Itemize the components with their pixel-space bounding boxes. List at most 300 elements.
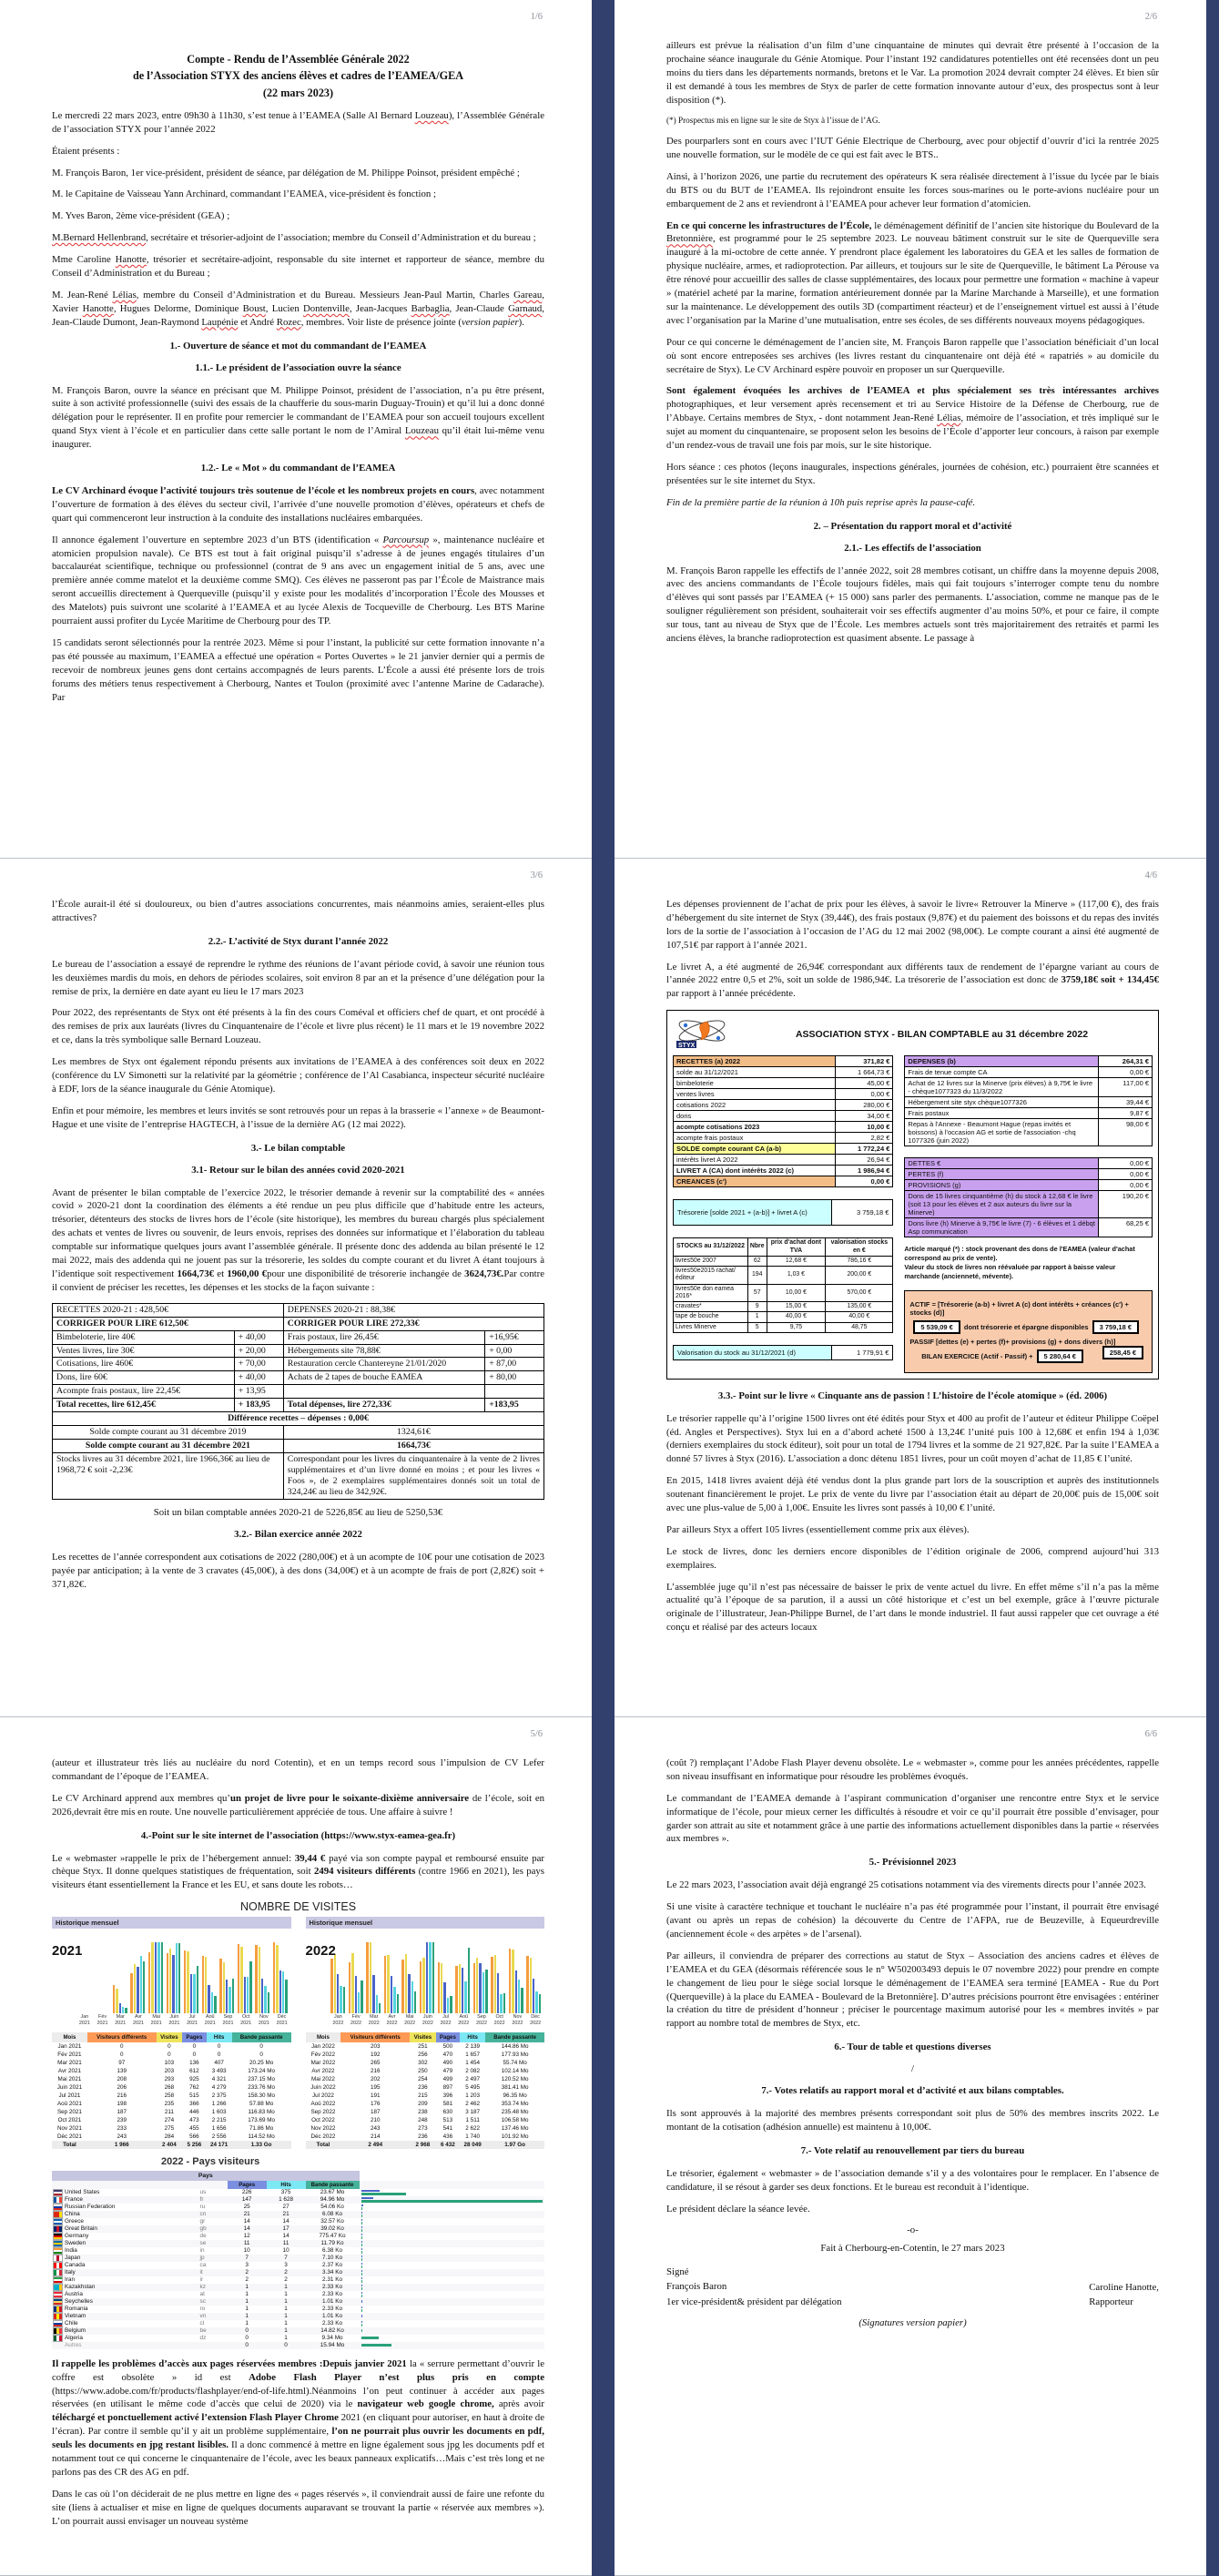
text-run: Lélias (112, 289, 137, 300)
text-run: , Jean-Jacques (349, 302, 411, 314)
bar (169, 1949, 171, 2013)
hits-count: 7 (284, 2255, 288, 2262)
hits-count: 14 (282, 2233, 290, 2240)
table-cell: Hébergements site 78,88€ (283, 1344, 484, 1358)
table-cell: 57.88 Mo (249, 2100, 274, 2107)
table-cell: Différence recettes – dépenses : 0,00€ (53, 1412, 544, 1426)
text-run: Louzeau (414, 109, 449, 121)
table-cell: 407 (214, 2059, 224, 2066)
country-flag-icon (54, 2255, 62, 2261)
spacer-cell (198, 2181, 228, 2189)
month: Déc (531, 2014, 540, 2021)
bar (515, 1970, 517, 2013)
bar (384, 1956, 386, 2014)
month-label (454, 2014, 472, 2027)
table-cell: 5 256 (187, 2141, 202, 2148)
bar (379, 2003, 381, 2013)
table-cell: 897 (442, 2083, 453, 2091)
bandwidth-bar (361, 2207, 362, 2210)
country-name (52, 2276, 198, 2284)
country-flag-icon (54, 2204, 62, 2210)
text-run: et (214, 1268, 228, 1279)
bar (276, 1945, 278, 2014)
signature-line: Rapporteur (1089, 2296, 1133, 2308)
country-label: Italy (65, 2269, 76, 2276)
table-cell: 203 (164, 2067, 175, 2074)
bandwidth: 94.96 Mo (320, 2196, 345, 2204)
table-row (53, 1453, 544, 1500)
bilan-row (904, 1217, 1153, 1237)
bar-group (271, 1942, 290, 2013)
table-cell: 2 494 (368, 2141, 383, 2148)
table-row (52, 2233, 544, 2240)
table-cell: 630 (442, 2108, 453, 2115)
bilan-label: bimbeloterie (676, 1079, 714, 1088)
page-5 (0, 1717, 592, 2576)
country-name (52, 2225, 198, 2233)
country-name (52, 2204, 198, 2211)
country-code: fr (199, 2196, 204, 2204)
table-cell: + 40,00 (234, 1371, 283, 1385)
visits-table (306, 2032, 545, 2149)
bar (420, 1961, 422, 2013)
text-run: , mémoire de l’association, et très impliqué sur le sujet au moment du cinquantenaire, se proposent selon les besoins de l’École d’apporter leur concours, à raison par exemple d’un rendez-vous de travail une fois par mois, sur le site historique. (666, 412, 1159, 451)
pages-bar (361, 2248, 362, 2251)
bandwidth: 39.02 Ko (320, 2225, 344, 2233)
paragraph: Dans le cas où l’on déciderait de ne plus mettre en ligne des « pages réservés », il conviendrait aussi de faire une refonte du site (liens à actualiser et mise en ligne de quelques documents auparavant se trouvant la partie « réservée aux membres »). L’on pourrait aussi envisager un nouveau système (52, 2488, 544, 2527)
month: Déc (277, 2014, 287, 2021)
country-label: United States (65, 2189, 100, 2196)
table-cell: Total (316, 2141, 330, 2148)
table-cell: 473 (189, 2116, 199, 2123)
bandwidth-bar (361, 2280, 362, 2283)
bar-group (401, 1954, 419, 2014)
country-code: gr (199, 2218, 206, 2225)
bar (178, 1943, 180, 2013)
text-run: Dontenville (302, 302, 350, 314)
text-run: le déménagement définitif de l’ancien site historique du Boulevard de la (871, 219, 1159, 231)
text-run: Laupénie (201, 316, 239, 328)
bandwidth-bar (361, 2229, 362, 2232)
year: 2022 (458, 2020, 470, 2026)
pages-count: 0 (245, 2335, 249, 2342)
bilan-label: Dons de 15 livres cinquantième (h) du stock à 12,68 € le livre (soit 13 pour les élèves et 2 aux auteurs du livre sur la Minerve) (908, 1192, 1093, 1217)
table-cell: Sep 2021 (56, 2108, 82, 2115)
country-code: cn (199, 2211, 207, 2218)
table-cell: 0 (168, 2051, 171, 2058)
table-cell: 101.92 Mo (501, 2133, 529, 2140)
country-code: be (199, 2327, 207, 2335)
table-cell: 396 (442, 2092, 453, 2099)
country-code: se (199, 2240, 207, 2247)
pages-count: 2 (245, 2269, 249, 2276)
table-cell: 436 (442, 2133, 453, 2140)
month-label (526, 2014, 544, 2027)
bar (494, 1955, 496, 2013)
text-run: Hanotte (115, 254, 147, 266)
visits-panel-header: Historique mensuel (306, 1917, 545, 1929)
bilan-label: PERTES (f) (908, 1170, 944, 1179)
year: 2022 (350, 2020, 362, 2026)
table-cell: 200,00 € (826, 1267, 893, 1285)
table-cell: 120.52 Mo (501, 2075, 529, 2082)
bilan-label: ventes livres (676, 1090, 715, 1099)
bilan-label: DEPENSES (b) (908, 1057, 956, 1066)
table-cell: 256 (418, 2051, 428, 2058)
bar (211, 1992, 213, 2013)
stocks-table (673, 1237, 893, 1333)
table-cell: 2 139 (465, 2042, 481, 2050)
bar (429, 1942, 431, 2013)
bar (366, 1942, 368, 2013)
year: 2021 (258, 2020, 269, 2026)
text-run: de l’école, soit en 2026,devrait être mis en route. Une nouvelle particulièrement appréciée de tous. Une affaire à suivre ! (52, 1792, 545, 1817)
country-code: cl (199, 2320, 205, 2327)
paragraph (52, 289, 544, 330)
bar (476, 1958, 478, 2013)
bar (285, 1980, 287, 2014)
bilan-row (673, 1176, 893, 1187)
month-label (472, 2014, 491, 2027)
hits-count: 2 (284, 2269, 288, 2276)
text-run: (Signatures version papier) (858, 2317, 967, 2329)
section-heading: 1.2.- Le « Mot » du commandant de l’EAMEA (200, 463, 396, 474)
country-label: Kazakhstan (65, 2284, 96, 2291)
text-run: M. François Baron, ouvre la séance en précisant que M. Philippe Poinsot, président de l’association, n’a pu être présent, suite à son activité professionnelle (suivi des essais de la chaufferie du sous-marin Duguay-Trouin) et qu’il lui a donc donné délégation pour le représenter. Il en profite pour remercier le commandant de l’EAMEA pour son accueil toujours excellent quand Styx vient à l’école et en particulier dans cette salle portant le nom de l’Amiral (52, 384, 544, 437)
table-cell: 243 (370, 2124, 381, 2132)
country-flag-icon (54, 2292, 62, 2297)
bandwidth: 775.47 Ko (319, 2233, 346, 2240)
bandwidth-bar (361, 2236, 363, 2239)
table-cell: 248 (418, 2116, 428, 2123)
section-heading: 3.- Le bilan comptable (250, 1142, 346, 1154)
balance-sheet (666, 1010, 1159, 1379)
table-cell: 1.33 Go (250, 2141, 272, 2148)
bilan-value: 68,25 € (1098, 1218, 1152, 1237)
paragraph (52, 1186, 544, 1295)
bar (140, 1956, 142, 2013)
table-cell: 136 (189, 2059, 199, 2066)
visits-bar-chart (52, 1929, 291, 2013)
month: Jul (442, 2014, 450, 2021)
bandwidth: 23.67 Mo (320, 2189, 345, 2196)
pages-count: 7 (245, 2255, 249, 2262)
country-label: Sweden (65, 2240, 86, 2247)
pages-bar (361, 2197, 373, 2200)
paragraph: Le bureau de l’association a essayé de reprendre le rythme des réunions de l’avant période covid, à savoir une réunion tous les deuxièmes mardis du mois, en dehors de périodes scolaires, soit environ 8 par an et la présence d’une délégation pour la remise de prix, la dernière en date ayant eu lieu le 17 mars 2023 (52, 958, 544, 997)
text-run: Rozec (276, 316, 301, 328)
table-cell: 258 (164, 2092, 175, 2099)
table-cell: 71.86 Mo (249, 2124, 274, 2132)
bandwidth: 1.01 Ko (322, 2298, 343, 2306)
country-code (198, 2342, 228, 2349)
table-cell: 10,00 € (767, 1284, 826, 1302)
paragraph: (auteur et illustrateur très liés au nucléaire du nord Cotentin), et en un temps record sous l’impulsion de CV Lefer commandant de l’époque de l’EAMEA. (52, 1757, 544, 1782)
bilan-label: RECETTES (a) 2022 (676, 1057, 741, 1066)
table-row (53, 1344, 544, 1358)
text-run: ), l’Assemblée Générale de l’association STYX pour l’année 2022 (52, 109, 544, 135)
table-cell: Fév 2022 (310, 2051, 336, 2058)
table-cell: 1 454 (465, 2059, 481, 2066)
table-cell: Nov 2021 (56, 2124, 82, 2132)
bilan-row (904, 1168, 1153, 1180)
table-cell: Oct 2022 (311, 2116, 335, 2123)
table-cell: 541 (442, 2124, 453, 2132)
month-label (383, 2014, 401, 2027)
bilan-valorisation (673, 1345, 893, 1360)
bar (226, 1980, 228, 2014)
table-cell: prix d'achat dont TVA (767, 1238, 826, 1257)
table-cell: 9,75 (767, 1322, 826, 1332)
table-cell: 0 (119, 2042, 124, 2050)
bilan-value: 0,00 € (1098, 1180, 1152, 1190)
bandwidth-bar-cell (360, 2327, 544, 2335)
bilan-row (673, 1143, 893, 1155)
actif-formula: ACTIF = [Trésorerie (a-b) + livret A (c) dont intérêts + créances (c') + stocks (d)] (909, 1299, 1129, 1317)
actif-total: 5 539,09 € (913, 1320, 960, 1334)
bar (205, 1957, 207, 2014)
paragraph: Ainsi, à l’horizon 2026, une partie du recrutement des opérateurs K sera réalisée directement à l’issue du lycée par le biais du BTS ou du BUT de l’EAMEA. Ils rejoindront ensuite les forces sous-marines ou le porte-avions nucléaire pour un embarquement de 2 ans et reviendront à l’EAMEA pour achever leur formation d’atomicien. (666, 170, 1159, 209)
paragraph: M. François Baron, 1er vice-président, président de séance, par délégation de M. Philippe Poinsot, président empêché ; (52, 167, 520, 178)
bar (422, 1958, 424, 2013)
bilan-row (904, 1157, 1153, 1169)
country-code: in (199, 2247, 205, 2255)
table-row (52, 2211, 544, 2218)
table-cell: Sep 2022 (310, 2108, 336, 2115)
paragraph (666, 961, 1159, 1002)
pages-count: 3 (245, 2262, 249, 2269)
bandwidth: 2.33 Ko (322, 2320, 343, 2327)
bandwidth: 32.57 Ko (320, 2218, 344, 2225)
bar (539, 1994, 541, 2013)
bar (533, 1979, 534, 2013)
table-cell: 612 (189, 2067, 199, 2074)
table-row (52, 2291, 544, 2298)
bar-group (165, 1943, 183, 2013)
paragraph: M. François Baron rappelle les effectifs de l’année 2022, soit 28 membres cotisant, un chiffre dans la moyenne depuis 2008, avec des anciens commandants de l’École toujours fidèles, mais qui fait toujours s’interroger compte tenu du nombre d’élèves qui sont passés par l’EAMEA (+ 15 000) sans parler des permanents. L’association, comme ne manque pas de le souligner régulièrement son président, souhaiterait voir ses effectifs augmenter d’au moins 50%, et pour ce faire, il compte sur tous, tant au niveau de Styx que de l’École. Les membres actuels sont très majoritairement des retraités et parmi les anciens élèves, la branche radioprotection est quasiment absente. Le passage à (666, 565, 1159, 644)
bilan-label: LIVRET A (CA) dont intérêts 2022 (c) (676, 1166, 795, 1176)
table-row (52, 2083, 291, 2092)
visits-panel-2022 (306, 1917, 545, 2149)
text-run: Hanotte (82, 302, 114, 314)
pages-bar (361, 2292, 362, 2295)
bar-group (489, 1955, 507, 2013)
bar-group (436, 1962, 454, 2013)
month: Juin (422, 2014, 432, 2021)
bar (387, 1955, 389, 2014)
table-cell: 0 (259, 2051, 263, 2058)
text-run: , Lucien (265, 302, 303, 314)
month: Mar (370, 2014, 379, 2021)
bar (148, 1952, 150, 2013)
paragraph: Enfin et pour mémoire, les membres et leurs invités se sont retrouvés pour un repas à la brasserie « l’annexe » de Beaumont-Hague et une visite de l’entreprise HAGTECH, à l’issue de la dernière AG (12 mai 2022). (52, 1105, 544, 1130)
text-run: après avoir (493, 2398, 544, 2410)
table-cell: 139 (117, 2067, 127, 2074)
table-cell: Total dépenses, lire 272,33€ (283, 1399, 484, 1412)
bar (376, 1995, 378, 2014)
month-label (147, 2014, 166, 2027)
signature-left (666, 2265, 841, 2310)
bar (405, 1954, 407, 2014)
bilan-label: DETTES € (908, 1159, 941, 1168)
table-cell: 284 (164, 2133, 175, 2140)
column-header: Visites (157, 2032, 183, 2042)
page-6 (615, 1717, 1206, 2576)
visits-bar-chart (306, 1929, 545, 2013)
bilan-row (673, 1099, 893, 1111)
bandwidth: 7.10 Ko (322, 2255, 343, 2262)
table-cell: 203 (370, 2042, 381, 2050)
document-title (52, 51, 544, 101)
table-cell: 235 (164, 2100, 175, 2107)
bilan-row (673, 1110, 893, 1122)
paragraph (52, 253, 544, 280)
country-label: India (65, 2247, 77, 2255)
table-cell: 302 (418, 2059, 428, 2066)
table-cell: + 80,00 (485, 1371, 544, 1385)
bar (259, 1947, 260, 2013)
table-cell: 62 (747, 1256, 767, 1266)
text-run: , Hugues Delorme, Dominique (113, 302, 243, 314)
paragraph: ailleurs est prévue la réalisation d’un film d’une cinquantaine de minutes qui devrait être présenté à l’occasion de la prochaine séance inaugurale du Génie Atomique. Pour l’instant 192 candidatures potentielles ont été recensées dont un peu moins du tiers dans les départements normands, bretons et le Var. La promotion 2024 devrait compter 24 élèves. Et bien sûr il est demandé à tous les membres de Styx de parler de cette formation innovante autour d’eux, des prospectus sont à leur disposition (*). (666, 40, 1159, 106)
bar (483, 1972, 484, 2013)
text-run: , Xavier (52, 289, 544, 314)
page-number: 4/6 (1144, 871, 1157, 881)
bandwidth-bar-cell (360, 2240, 544, 2247)
bandwidth: 6.08 Ko (322, 2211, 343, 2218)
bar (391, 1976, 392, 2014)
bar (264, 1986, 266, 2013)
table-cell: 208 (117, 2075, 127, 2082)
table-cell: 2 375 (211, 2092, 227, 2099)
table-cell: 206 (117, 2083, 127, 2091)
table-cell: Stocks livres au 31 décembre 2021, lire 1966,36€ au lieu de 1968,72 € soit -2,23€ (53, 1453, 284, 1500)
bilan-value: 264,31 € (1098, 1056, 1152, 1066)
table-cell: 366 (189, 2100, 199, 2107)
bilan-row (904, 1077, 1153, 1097)
bilan-value: 26,94 € (835, 1155, 892, 1165)
country-name (52, 2342, 198, 2349)
country-name (52, 2247, 198, 2255)
bilan-row (904, 1190, 1153, 1218)
country-name (52, 2313, 198, 2320)
passif-label: PASSIF [dettes (e) + pertes (f)+ provisions (g) + dons divers (h)] (909, 1337, 1116, 1346)
text-run: 2021 (en cliquant pour autoriser, en haut à droite de l’écran). Par contre il semble qu’il y ait un problème supplémentaire, (52, 2412, 544, 2438)
table-cell: Solde compte courant au 31 décembre 2019 (53, 1426, 284, 1440)
column-header: Mois (52, 2032, 87, 2042)
section-heading: 3.1- Retour sur le bilan des années covid 2020-2021 (191, 1164, 405, 1176)
table-row (52, 2342, 544, 2349)
bar (238, 1944, 239, 2014)
bar (190, 1974, 192, 2013)
table-row (52, 2204, 544, 2211)
table-cell: 233 (117, 2124, 127, 2132)
pages-count: 14 (243, 2225, 250, 2233)
actif-values (909, 1320, 1147, 1334)
bar (509, 1949, 511, 2014)
country-stats-title: 2022 - Pays visiteurs (161, 2155, 260, 2167)
table-row (52, 2276, 544, 2284)
text-run: qu’il était lui-même venu inaugurer. (52, 425, 544, 451)
table-cell: Restauration cercle Chantereyne 21/01/2020 (283, 1358, 484, 1371)
table-cell: Jul 2022 (312, 2092, 334, 2099)
paragraph (52, 2357, 544, 2479)
table-cell: 265 (370, 2059, 381, 2066)
text-run: En ce qui concerne les infrastructures de l’École, (666, 219, 872, 231)
table-cell: 176 (370, 2100, 381, 2107)
table-cell: Jan 2021 (57, 2042, 82, 2050)
bilan-value: 39,44 € (1098, 1097, 1152, 1107)
month: Aoû (205, 2014, 215, 2021)
text-run: , Jean-Claude Dumont, Jean-Raymond (52, 302, 544, 328)
table-cell: 239 (117, 2116, 127, 2123)
month-label (365, 2014, 383, 2027)
table-cell: 4 279 (211, 2083, 227, 2091)
text-run: Gareau (513, 289, 543, 300)
bar (526, 1956, 528, 2013)
year: 2021 (276, 2020, 288, 2026)
bilan-exercice-value: 5 280,64 € (1037, 1349, 1083, 1363)
bandwidth: 9.34 Mo (321, 2335, 343, 2342)
signature-right (1089, 2280, 1159, 2310)
country-code: dz (199, 2335, 207, 2342)
country-name (52, 2320, 198, 2327)
month-label (419, 2014, 437, 2027)
bilan-row (673, 1077, 893, 1089)
table-cell: Solde compte courant au 31 décembre 2021 (53, 1440, 284, 1453)
text-run: un projet de livre pour le soixante-dixième anniversaire (229, 1792, 470, 1804)
text-run: 1664,73€ (177, 1268, 215, 1279)
country-table (52, 2171, 544, 2349)
table-cell: livres50e 2007 (674, 1256, 748, 1266)
bar (411, 1981, 413, 2013)
hits-count: 1 (284, 2327, 288, 2335)
country-name (52, 2211, 198, 2218)
bandwidth: 3.34 Ko (322, 2269, 343, 2276)
country-name (52, 2298, 198, 2306)
bilan-label: Repas à l'Annexe - Beaumont Hague (repas invités et boissons) à l'occasion AG et sortie de l'association -chq 1077326 (juin 2022) (908, 1120, 1076, 1145)
text-run: version papier (461, 316, 519, 328)
year: 2021 (115, 2020, 127, 2026)
table-cell: 192 (370, 2051, 381, 2058)
bar (447, 1998, 449, 2013)
pages-bar (361, 2315, 362, 2317)
bilan-value: 10,00 € (835, 1122, 892, 1132)
column-header: Bande passante (232, 2032, 291, 2042)
table-cell: 114.52 Mo (248, 2133, 275, 2140)
table-cell: 353.74 Mo (501, 2100, 529, 2107)
bar (122, 2007, 124, 2013)
paragraph: Le trésorier rappelle qu’à l’origine 1500 livres ont été édités pour Styx et 400 au profit de l’auteur et éditeur Philippe Coëpel (éd. Angles et Perspectives). Styx lui en a d’abord acheté 1500 à 13,24€ l’unité puis 100 à 12,68€ et enfin 194 à 1,03€ (derniers exemplaires du stock éditeur), soit pour un total de 1794 livres et la somme de 21 927,82€. Par la suite l’EAMEA a donné 57 livres à Styx (2016). L’association a donc détenu 1851 livres, pour un coût moyen d’achat de 11,85 € l’unité. (666, 1412, 1159, 1465)
svg-text:STYX: STYX (678, 1043, 696, 1050)
bar (521, 1988, 523, 2013)
table-row (306, 2067, 545, 2075)
bandwidth: 2.33 Ko (322, 2284, 343, 2291)
table-row (52, 2284, 544, 2291)
table-cell: STOCKS au 31/12/2022 (674, 1238, 748, 1257)
paragraph: Étaient présents : (52, 145, 120, 157)
country-label: Iran (65, 2276, 76, 2284)
table-cell: CORRIGER POUR LIRE 272,33€ (283, 1317, 543, 1330)
bandwidth-bar (361, 2265, 362, 2268)
table-row (52, 2269, 544, 2276)
bandwidth-bar-cell (360, 2211, 544, 2218)
table-cell: 500 (442, 2042, 453, 2050)
column-header: Hits (267, 2181, 306, 2189)
bar (261, 1979, 263, 2013)
bilan-value: 3 759,18 € (831, 1200, 892, 1225)
country-name (52, 2233, 198, 2240)
